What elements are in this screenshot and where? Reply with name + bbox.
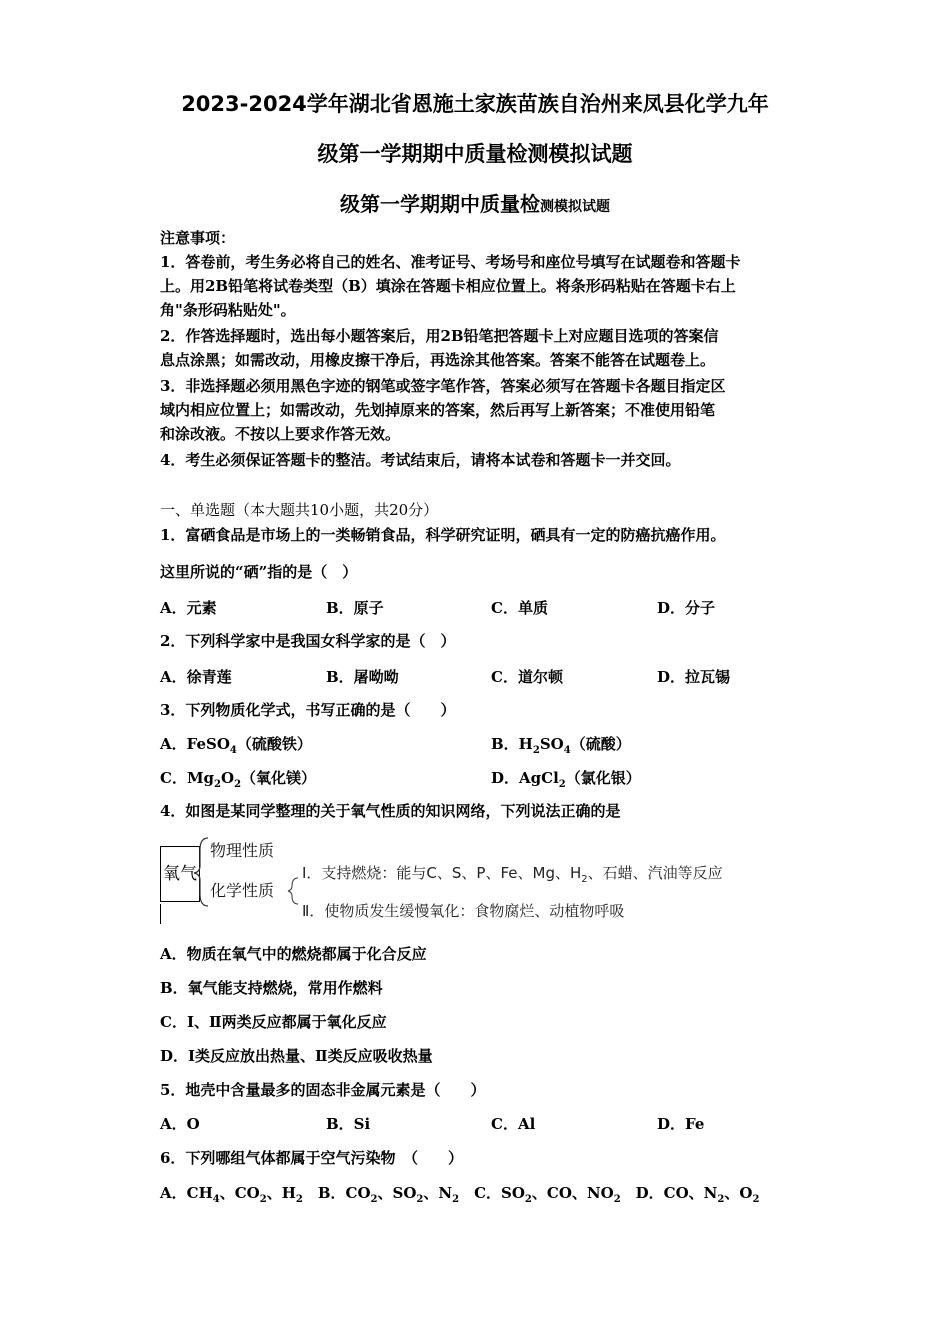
q5-option-a: A．O [160, 1115, 200, 1133]
q3-b-text: B．H [491, 735, 533, 753]
q3-c-text: C．Mg [160, 769, 215, 787]
q6-c: C．SO [474, 1184, 525, 1202]
q3-c-label: （氧化镁） [241, 769, 317, 787]
q6-a-sub3: 2 [295, 1194, 303, 1205]
q6-options-line [160, 1182, 759, 1205]
notice-heading: 注意事项： [160, 229, 236, 247]
diagram-item-1-sub: 2 [581, 874, 588, 885]
diagram-chemical: 化学性质 [210, 881, 275, 900]
q3-d-label: （氯化银） [565, 769, 641, 787]
q6-c-mid: 、CO、NO [531, 1184, 614, 1202]
q3-a-sub: 4 [229, 745, 237, 756]
q3-b-label: （硫酸） [570, 735, 631, 753]
q2-option-c: C．道尔顿 [491, 668, 563, 686]
q3-a-label: （硫酸铁） [236, 735, 312, 753]
q1-stem-2: 这里所说的“硒”指的是（ ） [160, 563, 358, 581]
q6-b: B．CO [317, 1184, 371, 1202]
diagram-item-2: Ⅱ．使物质发生缓慢氧化：食物腐烂、动植物呼吸 [302, 902, 625, 920]
q5-option-d: D．Fe [657, 1115, 705, 1133]
q1-stem: 1．富硒食品是市场上的一类畅销食品，科学研究证明，硒具有一定的防癌抗癌作用。 [160, 526, 726, 544]
diagram-physical: 物理性质 [210, 841, 275, 860]
brace-chem [288, 878, 298, 904]
notice-line: 角"条形码粘贴处"。 [160, 301, 296, 319]
q6-b-sub2: 2 [416, 1194, 424, 1205]
q2-option-d: D．拉瓦锡 [657, 668, 731, 686]
q3-b-sub: 2 [532, 745, 540, 756]
q3-option-a [160, 733, 312, 756]
q1-option-c: C．单质 [491, 599, 548, 617]
title-line-3-big: 级第一学期期中质量检 [340, 192, 540, 216]
q6-b-mid: 、SO [377, 1184, 417, 1202]
notice-line: 域内相应位置上；如需改动，先划掉原来的答案，然后再写上新答案；不准使用铅笔 [160, 401, 716, 419]
q3-option-d [491, 767, 641, 790]
q4-option-d: D．Ⅰ类反应放出热量、Ⅱ类反应吸收热量 [160, 1047, 433, 1065]
q6-b-end: 、N [423, 1184, 453, 1202]
q6-a: A．CH [160, 1184, 213, 1202]
q1-option-b: B．原子 [326, 599, 384, 617]
notice-line: 3．非选择题必须用黑色字迹的钢笔或签字笔作答，答案必须写在答题卡各题目指定区 [160, 377, 726, 395]
q3-d-sub: 2 [558, 779, 566, 790]
q6-a-sub2: 2 [259, 1194, 267, 1205]
diagram-item-1 [302, 862, 723, 885]
q6-c-sub2: 2 [613, 1194, 621, 1205]
brace-main [194, 838, 208, 906]
q2-option-b: B．屠呦呦 [326, 668, 399, 686]
notice-line: 4．考生必须保证答题卡的整洁。考试结束后，请将本试卷和答题卡一并交回。 [160, 451, 681, 469]
q3-stem: 3．下列物质化学式，书写正确的是（ ） [160, 701, 456, 719]
q6-a-end: 、H [266, 1184, 296, 1202]
notice-line: 上。用2B铅笔将试卷类型（B）填涂在答题卡相应位置上。将条形码粘贴在答题卡右上 [160, 277, 736, 295]
q6-b-sub3: 2 [452, 1194, 460, 1205]
notice-line: 息点涂黑；如需改动，用橡皮擦干净后，再选涂其他答案。答案不能答在试题卷上。 [160, 351, 716, 369]
q4-option-b: B．氧气能支持燃烧，常用作燃料 [160, 979, 383, 997]
q5-option-c: C．Al [491, 1115, 536, 1133]
q6-stem: 6．下列哪组气体都属于空气污染物 （ ） [160, 1149, 463, 1167]
q6-d-mid: 、O [724, 1184, 753, 1202]
q1-option-a: A．元素 [160, 599, 217, 617]
q4-option-c: C．Ⅰ、Ⅱ两类反应都属于氧化反应 [160, 1013, 387, 1031]
notice-line: 1．答卷前，考生务必将自己的姓名、准考证号、考场号和座位号填写在试题卷和答题卡 [160, 253, 741, 271]
q6-d: D．CO、N [635, 1184, 718, 1202]
q6-b-sub1: 2 [370, 1194, 378, 1205]
diagram-root-box: 氧气 [160, 846, 200, 902]
q1-option-d: D．分子 [657, 599, 716, 617]
title-line-3-small: 测模拟试题 [540, 199, 610, 215]
q3-option-b [491, 733, 631, 756]
q2-stem: 2．下列科学家中是我国女科学家的是（ ） [160, 632, 456, 650]
q3-c-text2: O [221, 769, 235, 787]
title-line-3 [0, 188, 950, 217]
section-heading: 一、单选题（本大题共10小题，共20分） [160, 501, 439, 519]
title-line-1: 2023-2024学年湖北省恩施土家族苗族自治州来凤县化学九年 [181, 92, 769, 116]
diagram-item-1-text: Ⅰ．支持燃烧：能与C、S、P、Fe、Mg、H [302, 864, 582, 882]
q3-c-sub: 2 [214, 779, 221, 790]
q3-d-text: D．AgCl [491, 769, 559, 787]
notice-line: 和涂改液。不按以上要求作答无效。 [160, 425, 401, 443]
q6-a-sub1: 4 [212, 1194, 220, 1205]
q3-c-sub2: 2 [234, 779, 242, 790]
notice-line: 2．作答选择题时，选出每小题答案后，用2B铅笔把答题卡上对应题目选项的答案信 [160, 327, 719, 345]
q5-stem: 5．地壳中含量最多的固态非金属元素是（ ） [160, 1081, 486, 1099]
q4-option-a: A．物质在氧气中的燃烧都属于化合反应 [160, 945, 427, 963]
q3-a-text: A．FeSO [160, 735, 230, 753]
q5-option-b: B．Si [326, 1115, 371, 1133]
q6-a-mid: 、CO [219, 1184, 260, 1202]
q6-d-sub2: 2 [752, 1194, 760, 1205]
q3-option-c [160, 767, 316, 790]
diagram-item-1-text2: 、石蜡、汽油等反应 [587, 864, 723, 882]
q2-option-a: A．徐青莲 [160, 668, 232, 686]
oxygen-knowledge-diagram [158, 832, 798, 932]
q4-stem: 4．如图是某同学整理的关于氧气性质的知识网络，下列说法正确的是 [160, 802, 621, 820]
q6-c-sub1: 2 [524, 1194, 532, 1205]
q3-b-sub2: 4 [563, 745, 571, 756]
title-line-2: 级第一学期期中质量检测模拟试题 [317, 142, 633, 166]
q6-d-sub1: 2 [717, 1194, 725, 1205]
q3-b-text2: SO [539, 735, 564, 753]
